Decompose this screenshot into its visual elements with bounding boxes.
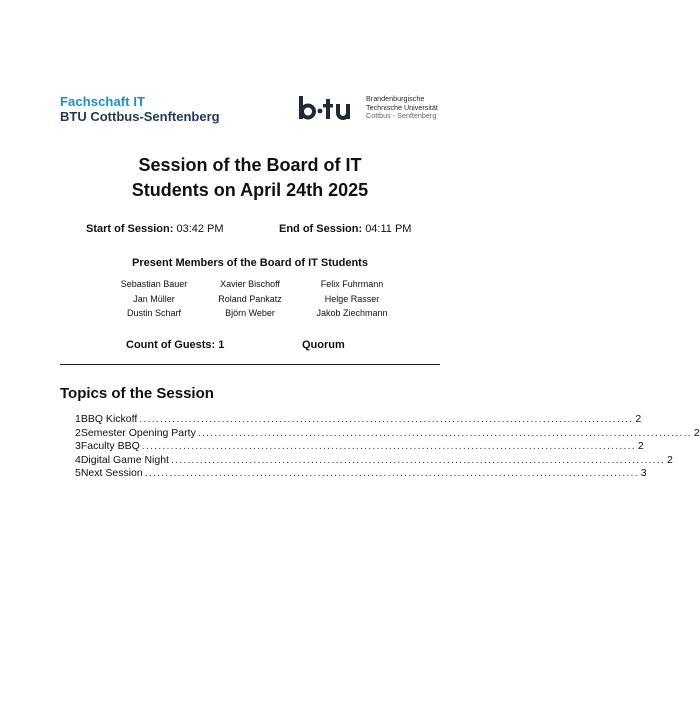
toc-label: Faculty BBQ bbox=[80, 440, 140, 452]
btu-logo-mark bbox=[298, 95, 360, 121]
toc-number: 4 bbox=[75, 453, 81, 466]
member-name: Björn Weber bbox=[225, 308, 275, 318]
topics-heading: Topics of the Session bbox=[60, 385, 214, 402]
table-of-contents bbox=[75, 413, 700, 481]
logo-line-1: Brandenburgische bbox=[366, 94, 425, 104]
document-title bbox=[0, 153, 500, 203]
toc-leader: ........................................................................................................................ bbox=[197, 426, 692, 439]
start-value: 03:42 PM bbox=[176, 223, 224, 235]
member-name: Xavier Bischoff bbox=[220, 279, 280, 289]
org-name: Fachschaft IT bbox=[60, 94, 146, 109]
session-end bbox=[279, 223, 411, 235]
member-name: Sebastian Bauer bbox=[120, 279, 188, 289]
end-value: 04:11 PM bbox=[365, 223, 412, 235]
member-name: Dustin Scharf bbox=[126, 308, 182, 318]
toc-leader: ........................................................................................................................ bbox=[139, 413, 634, 425]
toc-entry[interactable] bbox=[75, 467, 647, 481]
quorum-label: Quorum bbox=[302, 339, 345, 351]
toc-number: 1 bbox=[75, 413, 81, 425]
start-label: Start of Session: bbox=[86, 223, 174, 235]
toc-page: 2 bbox=[635, 413, 642, 425]
toc-page: 2 bbox=[693, 426, 700, 439]
divider bbox=[60, 364, 440, 365]
toc-entry[interactable] bbox=[75, 426, 700, 441]
toc-label: Digital Game Night bbox=[80, 453, 169, 466]
members-heading: Present Members of the Board of IT Students bbox=[132, 257, 368, 269]
toc-label: BBQ Kickoff bbox=[80, 413, 138, 425]
toc-entry[interactable] bbox=[75, 413, 642, 427]
logo-line-3: Cottbus - Senftenberg bbox=[366, 111, 437, 121]
toc-number: 3 bbox=[75, 440, 81, 452]
toc-number: 2 bbox=[75, 426, 81, 439]
org-block bbox=[60, 94, 220, 125]
toc-page: 2 bbox=[667, 453, 673, 466]
member-name: Helge Rasser bbox=[324, 293, 380, 304]
member-name: Jakob Ziechmann bbox=[316, 308, 388, 318]
btu-logo-text bbox=[366, 95, 438, 121]
toc-entry[interactable] bbox=[75, 453, 673, 468]
toc-leader: ........................................................................................................................ bbox=[144, 467, 639, 479]
toc-number: 5 bbox=[75, 467, 81, 479]
end-label: End of Session: bbox=[279, 223, 363, 235]
member-name: Jan Müller bbox=[133, 293, 175, 304]
toc-page: 3 bbox=[640, 467, 647, 479]
title-line-2: Students on April 24th 2025 bbox=[131, 180, 369, 200]
toc-leader: ........................................................................................................................ bbox=[170, 453, 666, 466]
member-name: Felix Fuhrmann bbox=[320, 279, 384, 289]
logo-line-2: Technische Universität bbox=[366, 102, 438, 112]
org-university: BTU Cottbus-Senftenberg bbox=[60, 109, 220, 124]
session-start bbox=[86, 223, 224, 235]
member-name: Roland Pankatz bbox=[218, 293, 282, 304]
members-grid bbox=[106, 277, 406, 321]
toc-label: Semester Opening Party bbox=[80, 426, 196, 439]
guests-count: Count of Guests: 1 bbox=[126, 339, 225, 351]
toc-leader: ........................................................................................................................ bbox=[141, 440, 636, 452]
toc-label: Next Session bbox=[80, 467, 143, 479]
btu-logo bbox=[298, 95, 438, 121]
title-line-1: Session of the Board of IT bbox=[138, 155, 362, 175]
toc-page: 2 bbox=[637, 440, 644, 452]
toc-entry[interactable] bbox=[75, 440, 644, 454]
